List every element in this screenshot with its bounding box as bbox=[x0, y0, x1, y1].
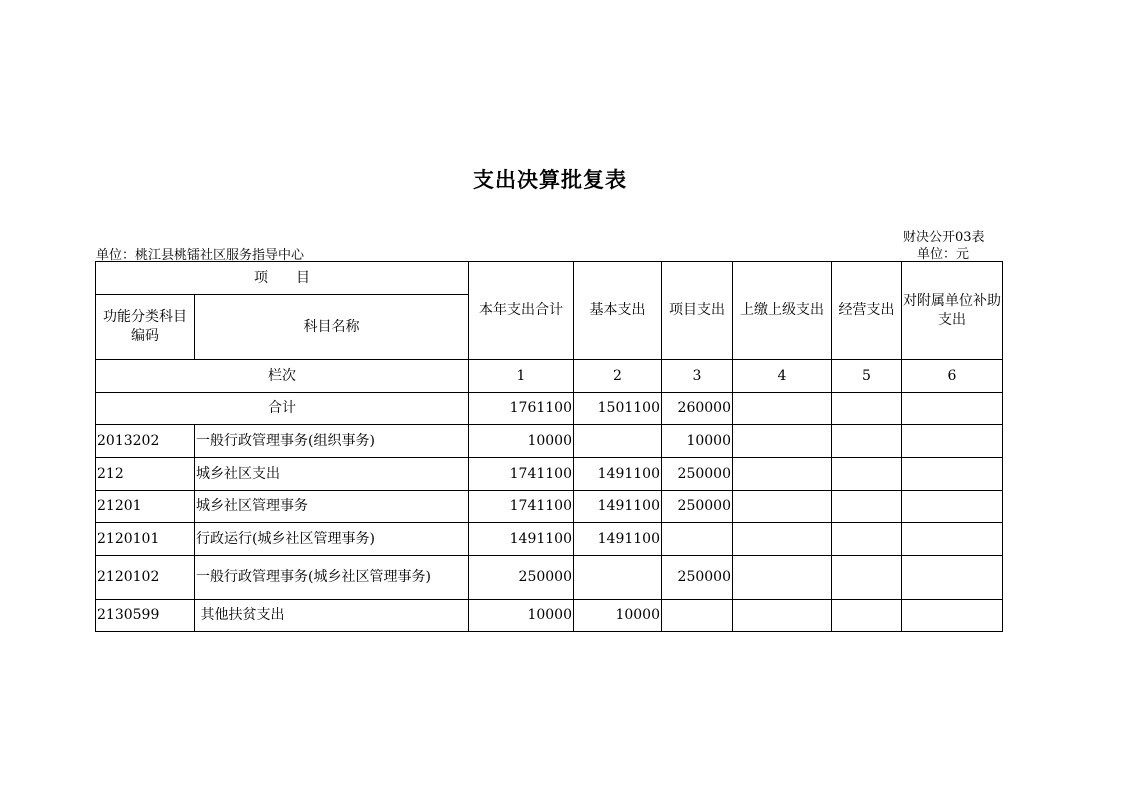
header-row-1 bbox=[96, 262, 1003, 295]
total-value bbox=[733, 393, 832, 425]
subject-code: 212 bbox=[96, 458, 195, 491]
cell-value bbox=[832, 600, 902, 632]
index-row bbox=[96, 360, 1003, 393]
index-number: 4 bbox=[733, 360, 832, 393]
cell-value bbox=[832, 458, 902, 491]
currency-unit: 单位：元 bbox=[917, 247, 970, 262]
total-value: 1501100 bbox=[574, 393, 662, 425]
cell-value bbox=[662, 523, 733, 556]
index-label: 栏次 bbox=[96, 360, 469, 393]
cell-value: 1741100 bbox=[469, 491, 574, 523]
table-row bbox=[96, 600, 1003, 632]
total-label: 合计 bbox=[96, 393, 469, 425]
subject-name: 一般行政管理事务(城乡社区管理事务) bbox=[195, 556, 469, 600]
cell-value bbox=[733, 556, 832, 600]
cell-value: 250000 bbox=[662, 556, 733, 600]
subject-name: 其他扶贫支出 bbox=[195, 600, 469, 632]
col-header-total: 本年支出合计 bbox=[469, 262, 574, 360]
table-row bbox=[96, 523, 1003, 556]
subject-code: 2120102 bbox=[96, 556, 195, 600]
cell-value bbox=[832, 425, 902, 458]
cell-value: 250000 bbox=[662, 458, 733, 491]
code-header: 功能分类科目编码 bbox=[96, 295, 195, 360]
cell-value bbox=[733, 491, 832, 523]
cell-value: 1491100 bbox=[574, 458, 662, 491]
total-value: 260000 bbox=[662, 393, 733, 425]
total-row bbox=[96, 393, 1003, 425]
index-number: 2 bbox=[574, 360, 662, 393]
cell-value bbox=[902, 556, 1003, 600]
index-number: 5 bbox=[832, 360, 902, 393]
cell-value bbox=[902, 523, 1003, 556]
subject-name: 行政运行(城乡社区管理事务) bbox=[195, 523, 469, 556]
cell-value bbox=[733, 458, 832, 491]
col-header-operating: 经营支出 bbox=[832, 262, 902, 360]
subject-name: 一般行政管理事务(组织事务) bbox=[195, 425, 469, 458]
table-row bbox=[96, 458, 1003, 491]
cell-value: 1491100 bbox=[574, 523, 662, 556]
cell-value bbox=[902, 458, 1003, 491]
cell-value: 1491100 bbox=[469, 523, 574, 556]
cell-value: 10000 bbox=[574, 600, 662, 632]
col-header-basic: 基本支出 bbox=[574, 262, 662, 360]
cell-value: 10000 bbox=[469, 600, 574, 632]
subject-code: 21201 bbox=[96, 491, 195, 523]
cell-value bbox=[832, 491, 902, 523]
col-header-subsidiary: 对附属单位补助支出 bbox=[902, 262, 1003, 360]
cell-value bbox=[902, 425, 1003, 458]
subject-code: 2120101 bbox=[96, 523, 195, 556]
name-header: 科目名称 bbox=[195, 295, 469, 360]
subject-name: 城乡社区支出 bbox=[195, 458, 469, 491]
table-row bbox=[96, 556, 1003, 600]
cell-value: 10000 bbox=[469, 425, 574, 458]
cell-value bbox=[733, 523, 832, 556]
item-group-header: 项 目 bbox=[96, 262, 469, 295]
index-number: 1 bbox=[469, 360, 574, 393]
cell-value: 10000 bbox=[662, 425, 733, 458]
total-value bbox=[832, 393, 902, 425]
cell-value: 1741100 bbox=[469, 458, 574, 491]
expenditure-table bbox=[95, 261, 1003, 632]
subject-code: 2013202 bbox=[96, 425, 195, 458]
cell-value bbox=[662, 600, 733, 632]
table-row bbox=[96, 425, 1003, 458]
subject-name: 城乡社区管理事务 bbox=[195, 491, 469, 523]
cell-value bbox=[574, 556, 662, 600]
cell-value bbox=[574, 425, 662, 458]
cell-value: 1491100 bbox=[574, 491, 662, 523]
subject-code: 2130599 bbox=[96, 600, 195, 632]
cell-value bbox=[733, 425, 832, 458]
page-title: 支出决算批复表 bbox=[473, 167, 627, 192]
cell-value bbox=[902, 491, 1003, 523]
total-value bbox=[902, 393, 1003, 425]
cell-value: 250000 bbox=[469, 556, 574, 600]
table-row bbox=[96, 491, 1003, 523]
index-number: 3 bbox=[662, 360, 733, 393]
cell-value bbox=[832, 523, 902, 556]
form-number: 财决公开03表 bbox=[903, 230, 985, 245]
total-value: 1761100 bbox=[469, 393, 574, 425]
organization-unit: 单位：桃江县桃镭社区服务指导中心 bbox=[96, 248, 305, 263]
cell-value bbox=[832, 556, 902, 600]
cell-value: 250000 bbox=[662, 491, 733, 523]
cell-value bbox=[902, 600, 1003, 632]
cell-value bbox=[733, 600, 832, 632]
index-number: 6 bbox=[902, 360, 1003, 393]
col-header-upper: 上缴上级支出 bbox=[733, 262, 832, 360]
col-header-project: 项目支出 bbox=[662, 262, 733, 360]
